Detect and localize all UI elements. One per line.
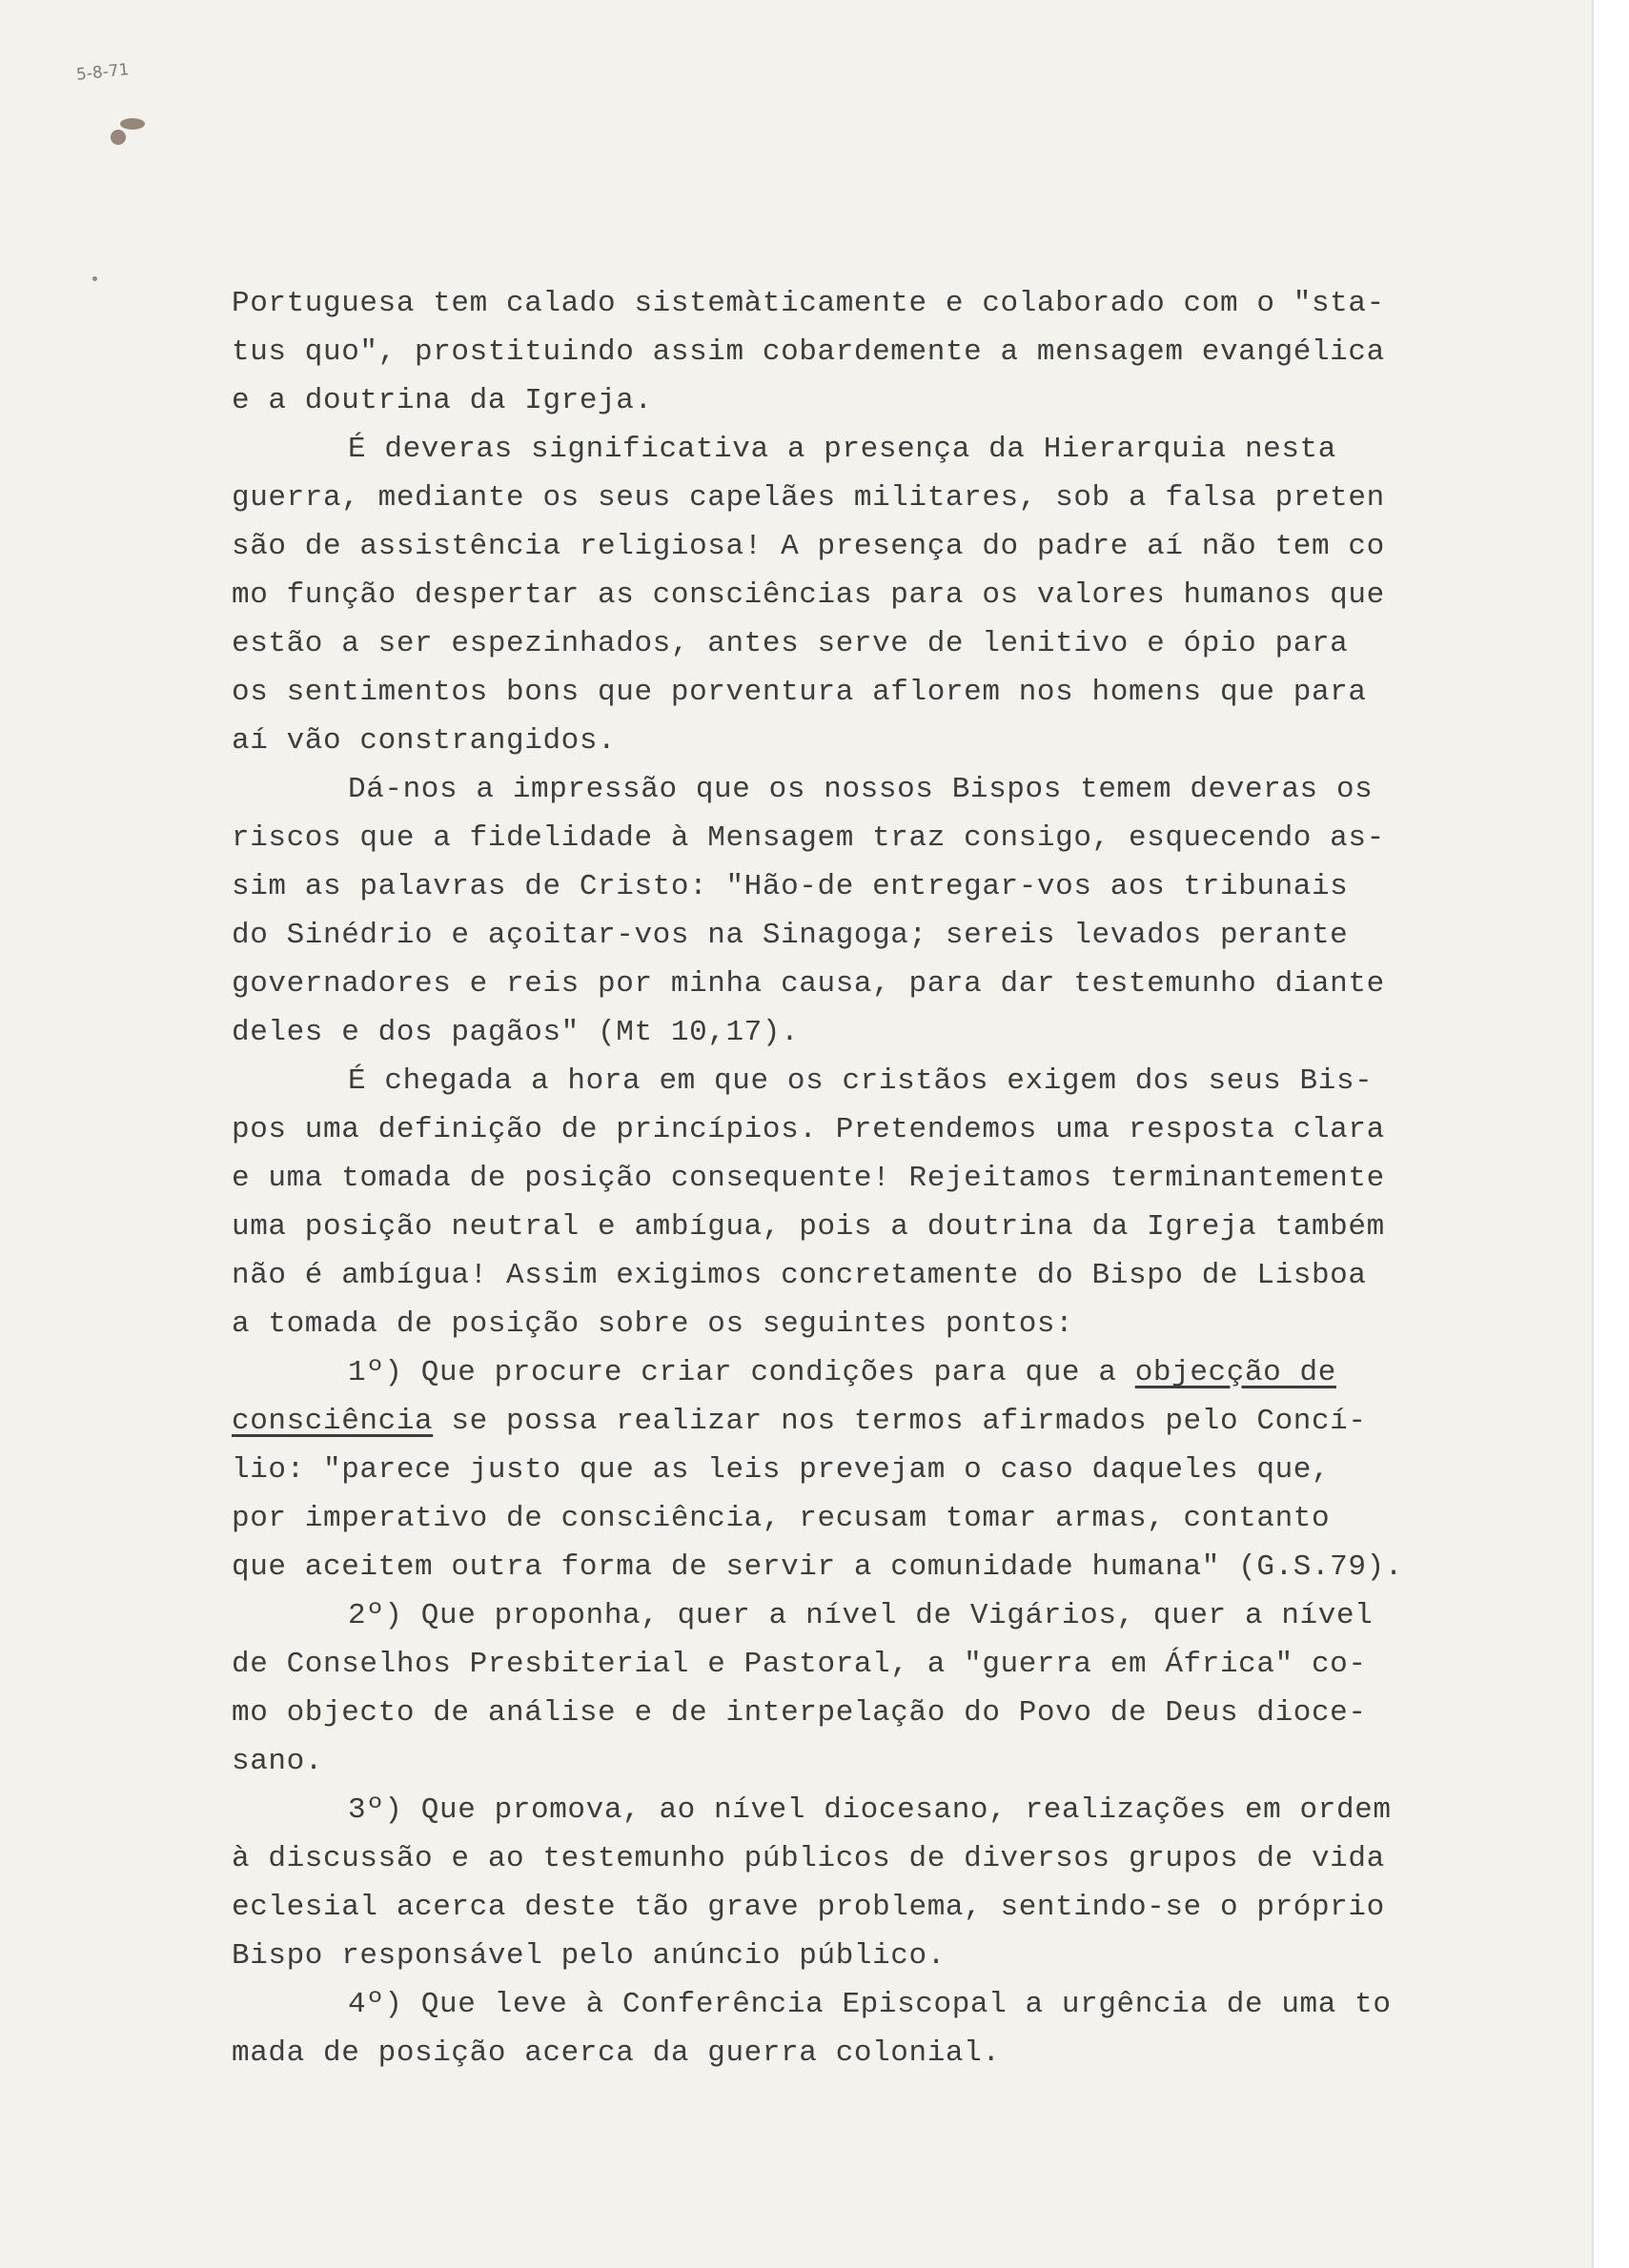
text-line: mo função despertar as consciências para os valores humanos que <box>232 578 1385 612</box>
text-line: que aceitem outra forma de servir a comunidade humana" (G.S.79). <box>232 1550 1403 1584</box>
underlined-phrase: consciência <box>232 1405 434 1438</box>
text-run: 1º) Que procure criar condições para que a <box>348 1356 1135 1389</box>
text-line: mo objecto de análise e de interpelação do Povo de Deus dioce- <box>232 1696 1367 1730</box>
text-line: à discussão e ao testemunho públicos de diversos grupos de vida <box>232 1842 1385 1875</box>
text-line: estão a ser espezinhados, antes serve de lenitivo e ópio para <box>232 627 1349 660</box>
text-run: se possa realizar nos termos afirmados pelo Concí- <box>433 1405 1367 1438</box>
letter-body <box>232 279 1433 2077</box>
text-line: 3º) Que promova, ao nível diocesano, realizações em ordem <box>348 1793 1392 1827</box>
scan-margin <box>1594 0 1629 2268</box>
text-line: pos uma definição de princípios. Pretendemos uma resposta clara <box>232 1113 1385 1146</box>
text-line: e uma tomada de posição consequente! Rejeitamos terminantemente <box>232 1162 1385 1195</box>
ink-dot <box>92 276 97 281</box>
text-line: Portuguesa tem calado sistemàticamente e colaborado com o "sta- <box>232 287 1385 320</box>
text-line: riscos que a fidelidade à Mensagem traz consigo, esquecendo as- <box>232 821 1385 855</box>
text-line: mada de posição acerca da guerra colonial. <box>232 2036 1001 2070</box>
text-line: É deveras significativa a presença da Hierarquia nesta <box>348 433 1336 466</box>
text-line: É chegada a hora em que os cristãos exigem dos seus Bis- <box>348 1064 1374 1098</box>
text-line: uma posição neutral e ambígua, pois a doutrina da Igreja também <box>232 1210 1385 1244</box>
text-line: e a doutrina da Igreja. <box>232 384 653 417</box>
text-line: guerra, mediante os seus capelães militares, sob a falsa preten <box>232 481 1385 515</box>
text-line: os sentimentos bons que porventura aflorem nos homens que para <box>232 676 1367 709</box>
text-line: lio: "parece justo que as leis prevejam o caso daqueles que, <box>232 1453 1331 1487</box>
underlined-phrase: objecção de <box>1134 1356 1336 1389</box>
text-line: de Conselhos Presbiterial e Pastoral, a "guerra em África" co- <box>232 1648 1367 1681</box>
text-line: governadores e reis por minha causa, para dar testemunho diante <box>232 967 1385 1001</box>
text-line <box>232 1348 1433 1397</box>
text-line: Dá-nos a impressão que os nossos Bispos temem deveras os <box>348 773 1374 806</box>
text-line: sano. <box>232 1745 324 1778</box>
text-line: são de assistência religiosa! A presença do padre aí não tem co <box>232 530 1385 563</box>
text-line: do Sinédrio e açoitar-vos na Sinagoga; sereis levados perante <box>232 919 1349 952</box>
ink-blot <box>120 118 145 130</box>
text-line: sim as palavras de Cristo: "Hão-de entregar-vos aos tribunais <box>232 870 1349 903</box>
text-line: aí vão constrangidos. <box>232 724 617 758</box>
text-line: não é ambígua! Assim exigimos concretamente do Bispo de Lisboa <box>232 1259 1367 1292</box>
text-line: eclesial acerca deste tão grave problema, sentindo-se o próprio <box>232 1891 1385 1924</box>
text-line: tus quo", prostituindo assim cobardemente a mensagem evangélica <box>232 335 1385 369</box>
text-line: deles e dos pagãos" (Mt 10,17). <box>232 1016 800 1049</box>
text-line: 4º) Que leve à Conferência Episcopal a urgência de uma to <box>348 1988 1392 2021</box>
text-line: por imperativo de consciência, recusam tomar armas, contanto <box>232 1502 1331 1535</box>
ink-blot <box>111 130 126 145</box>
text-line: a tomada de posição sobre os seguintes pontos: <box>232 1307 1074 1341</box>
text-line <box>232 1397 1433 1446</box>
text-line: 2º) Que proponha, quer a nível de Vigários, quer a nível <box>348 1599 1374 1632</box>
corner-note: 5-8-71 <box>75 60 131 85</box>
text-line: Bispo responsável pelo anúncio público. <box>232 1939 946 1973</box>
